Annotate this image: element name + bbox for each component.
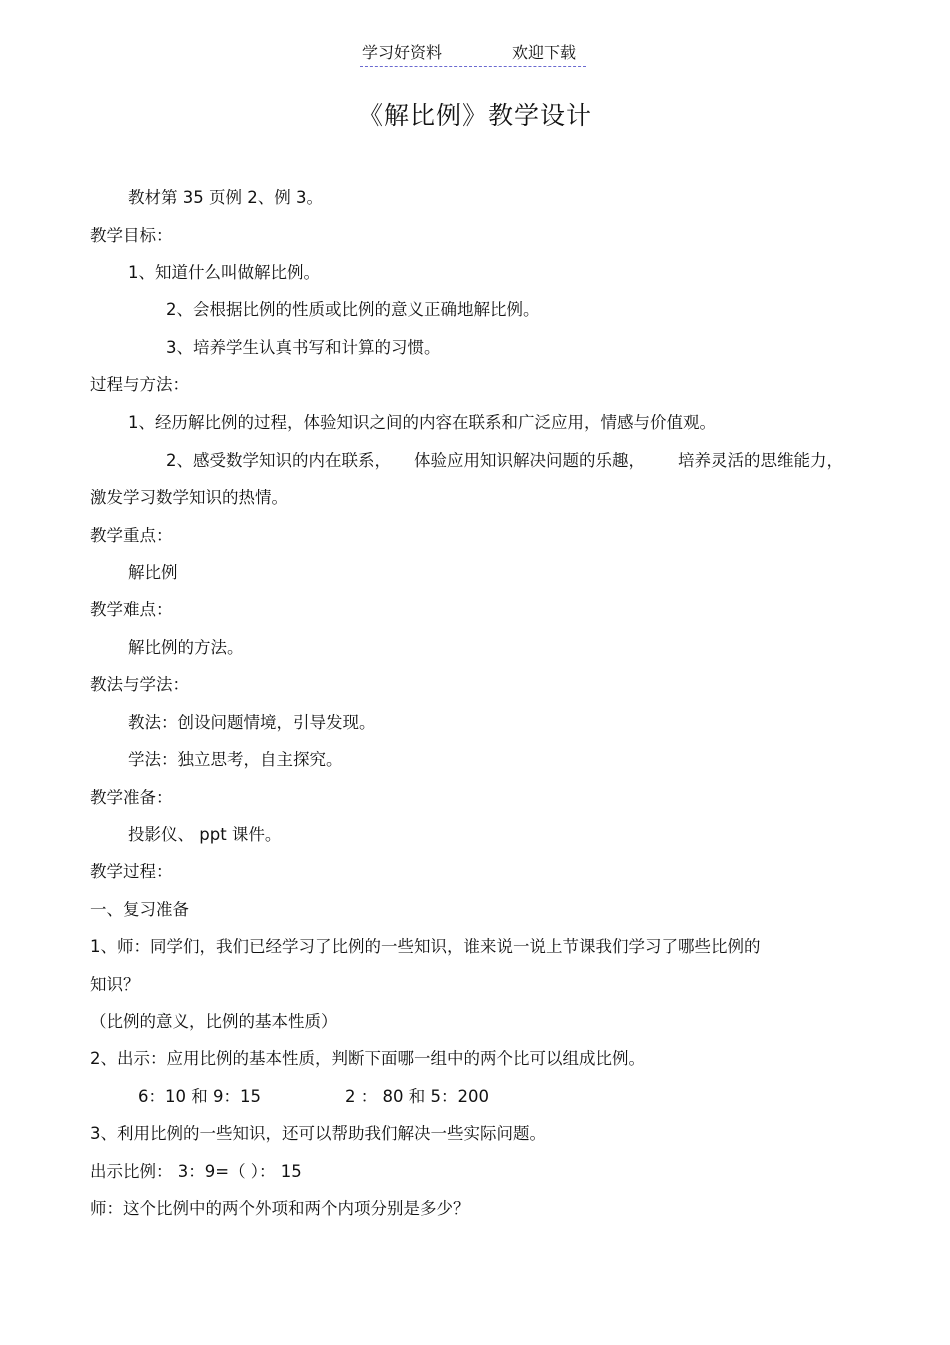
learning-method-text: 学法：独立思考，自主探究。	[128, 750, 343, 769]
process-item-2-part-3: 培养灵活的思维能力，	[678, 451, 843, 470]
review-item-1-continued: 知识？	[90, 975, 140, 994]
header-right-text: 欢迎下载	[512, 43, 577, 62]
example-ratio: 出示比例： 3：9=（ ）： 15	[90, 1162, 302, 1181]
heading-methods: 教法与学法：	[90, 675, 189, 694]
preparation-text: 投影仪、 ppt 课件。	[128, 825, 282, 844]
heading-preparation: 教学准备：	[90, 788, 173, 807]
review-item-1: 1、师：同学们，我们已经学习了比例的一些知识，谁来说一说上节课我们学习了哪些比例的	[90, 937, 761, 956]
heading-teaching-process: 教学过程：	[90, 862, 173, 881]
heading-process-method: 过程与方法：	[90, 375, 189, 394]
ratio-pair-1: 6：10 和 9：15	[138, 1087, 261, 1106]
section-review: 一、复习准备	[90, 900, 189, 919]
teacher-question: 师：这个比例中的两个外项和两个内项分别是多少？	[90, 1199, 470, 1218]
document-title: 《解比例》教学设计	[357, 101, 592, 130]
goal-item-3: 3、培养学生认真书写和计算的习惯。	[166, 338, 441, 357]
key-point-text: 解比例	[128, 563, 178, 582]
header-left-text: 学习好资料	[362, 43, 443, 62]
difficulty-text: 解比例的方法。	[128, 638, 244, 657]
teaching-method-text: 教法：创设问题情境，引导发现。	[128, 713, 376, 732]
textbook-reference: 教材第 35 页例 2、例 3。	[128, 188, 323, 207]
page-header	[360, 40, 586, 67]
heading-key-point: 教学重点：	[90, 526, 173, 545]
review-item-2: 2、出示：应用比例的基本性质，判断下面哪一组中的两个比可以组成比例。	[90, 1049, 645, 1068]
process-item-2-continued: 激发学习数学知识的热情。	[90, 488, 288, 507]
process-item-2-part-2: 体验应用知识解决问题的乐趣，	[414, 451, 645, 470]
goal-item-2: 2、会根据比例的性质或比例的意义正确地解比例。	[166, 300, 540, 319]
review-answer: （比例的意义，比例的基本性质）	[90, 1012, 338, 1031]
review-item-3: 3、利用比例的一些知识，还可以帮助我们解决一些实际问题。	[90, 1124, 546, 1143]
goal-item-1: 1、知道什么叫做解比例。	[128, 263, 320, 282]
process-item-1: 1、经历解比例的过程，体验知识之间的内容在联系和广泛应用，情感与价值观。	[128, 413, 716, 432]
ratio-pair-2: 2 ： 80 和 5：200	[345, 1087, 489, 1106]
heading-teaching-goals: 教学目标：	[90, 226, 173, 245]
heading-difficulty: 教学难点：	[90, 600, 173, 619]
process-item-2-part-1: 2、感受数学知识的内在联系，	[166, 451, 391, 470]
